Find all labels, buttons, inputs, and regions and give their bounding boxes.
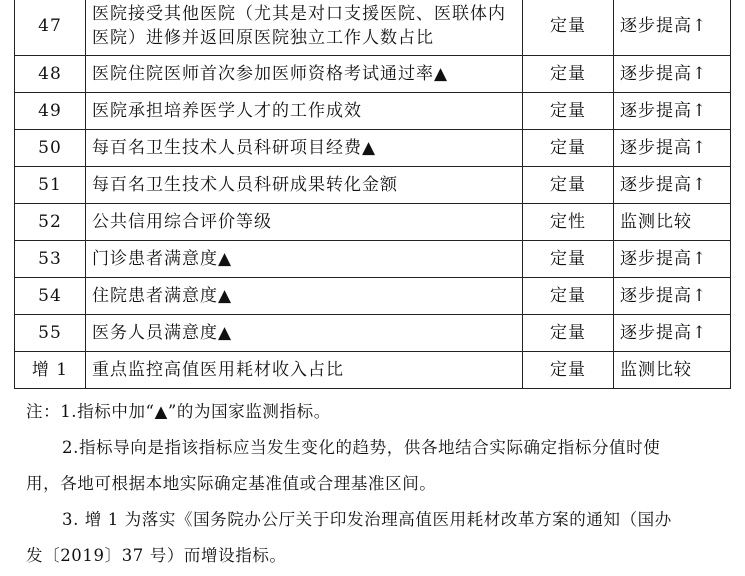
table-row bbox=[15, 278, 731, 315]
row-number: 53 bbox=[15, 241, 86, 278]
indicator-direction: 逐步提高↑ bbox=[614, 0, 731, 56]
indicator-direction: 逐步提高↑ bbox=[614, 130, 731, 167]
notes-section bbox=[26, 394, 738, 574]
indicator-name: 医务人员满意度▲ bbox=[86, 315, 523, 352]
indicator-name: 医院接受其他医院（尤其是对口支援医院、医联体内医院）进修并返回原医院独立工作人数占比 bbox=[86, 0, 523, 56]
note-1: 注：1.指标中加“▲”的为国家监测指标。 bbox=[26, 402, 331, 421]
table-row bbox=[15, 0, 731, 56]
row-number: 54 bbox=[15, 278, 86, 315]
note-3-line-2: 发〔2019〕37 号）而增设指标。 bbox=[26, 546, 287, 565]
indicator-type: 定量 bbox=[523, 56, 614, 93]
indicator-direction: 监测比较 bbox=[614, 352, 731, 389]
table-row bbox=[15, 241, 731, 278]
table-row bbox=[15, 93, 731, 130]
indicator-type: 定量 bbox=[523, 241, 614, 278]
indicator-name: 医院承担培养医学人才的工作成效 bbox=[86, 93, 523, 130]
table-row bbox=[15, 315, 731, 352]
row-number: 52 bbox=[15, 204, 86, 241]
indicator-type: 定量 bbox=[523, 352, 614, 389]
indicator-type: 定量 bbox=[523, 130, 614, 167]
table-row bbox=[15, 204, 731, 241]
indicator-name: 公共信用综合评价等级 bbox=[86, 204, 523, 241]
indicator-table bbox=[14, 0, 731, 389]
note-2-line-2: 用，各地可根据本地实际确定基准值或合理基准区间。 bbox=[26, 474, 437, 493]
table-row bbox=[15, 56, 731, 93]
table-row bbox=[15, 167, 731, 204]
indicator-direction: 监测比较 bbox=[614, 204, 731, 241]
indicator-direction: 逐步提高↑ bbox=[614, 315, 731, 352]
indicator-name: 每百名卫生技术人员科研成果转化金额 bbox=[86, 167, 523, 204]
indicator-direction: 逐步提高↑ bbox=[614, 56, 731, 93]
indicator-name: 每百名卫生技术人员科研项目经费▲ bbox=[86, 130, 523, 167]
table-row bbox=[15, 352, 731, 389]
indicator-type: 定量 bbox=[523, 0, 614, 56]
row-number: 49 bbox=[15, 93, 86, 130]
row-number: 55 bbox=[15, 315, 86, 352]
indicator-direction: 逐步提高↑ bbox=[614, 278, 731, 315]
indicator-type: 定性 bbox=[523, 204, 614, 241]
row-number: 50 bbox=[15, 130, 86, 167]
row-number: 47 bbox=[15, 0, 86, 56]
note-3-line-1: 3. 增 1 为落实《国务院办公厅关于印发治理高值医用耗材改革方案的通知（国办 bbox=[62, 510, 672, 529]
indicator-type: 定量 bbox=[523, 278, 614, 315]
row-number: 51 bbox=[15, 167, 86, 204]
row-number: 48 bbox=[15, 56, 86, 93]
indicator-name: 医院住院医师首次参加医师资格考试通过率▲ bbox=[86, 56, 523, 93]
indicator-name: 住院患者满意度▲ bbox=[86, 278, 523, 315]
indicator-direction: 逐步提高↑ bbox=[614, 167, 731, 204]
table-row bbox=[15, 130, 731, 167]
indicator-type: 定量 bbox=[523, 315, 614, 352]
indicator-type: 定量 bbox=[523, 167, 614, 204]
note-2-line-1: 2.指标导向是指该指标应当发生变化的趋势，供各地结合实际确定指标分值时使 bbox=[62, 438, 661, 457]
indicator-direction: 逐步提高↑ bbox=[614, 93, 731, 130]
indicator-name: 门诊患者满意度▲ bbox=[86, 241, 523, 278]
indicator-name: 重点监控高值医用耗材收入占比 bbox=[86, 352, 523, 389]
indicator-direction: 逐步提高↑ bbox=[614, 241, 731, 278]
indicator-type: 定量 bbox=[523, 93, 614, 130]
row-number: 增 1 bbox=[15, 352, 86, 389]
